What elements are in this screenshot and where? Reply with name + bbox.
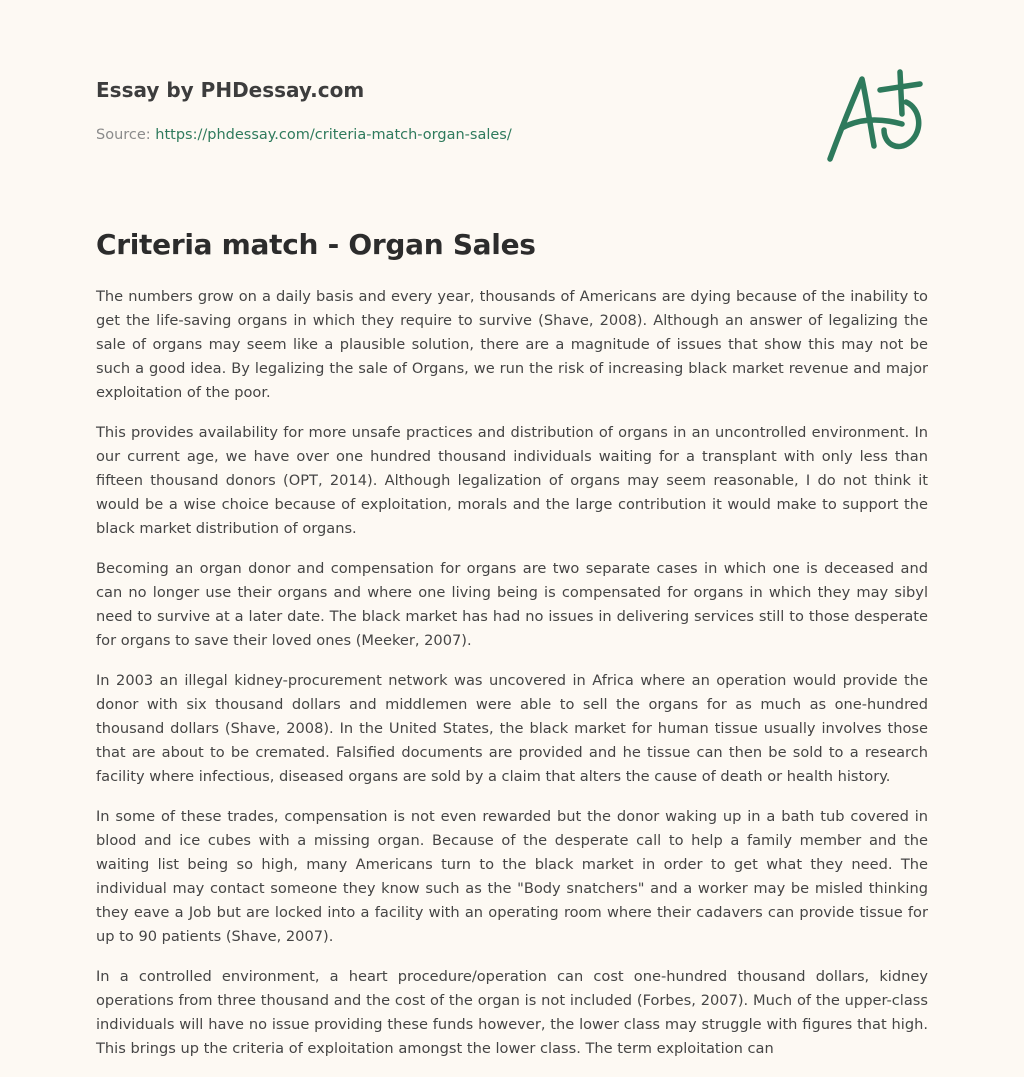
brand-title: Essay by PHDessay.com [96,78,365,102]
paragraph: This provides availability for more unsafe practices and distribution of organs in an uncontrolled environment. In our current age, we have over one hundred thousand individuals waiting for a transplant with only less than fifteen thousand donors (OPT, 2014). Although legalization of organs may seem reasonable, I do not think it would be a wise choice because of exploitation, morals and the large contribution it would make to support the black market distribution of organs. [96,424,928,537]
paragraph: The numbers grow on a daily basis and every year, thousands of Americans are dying because of the inability to get the life-saving organs in which they require to survive (Shave, 2008). Although an answer of legalizing the sale of organs may seem like a plausible solution, there are a magnitude of issues that show this may not be such a good idea. By legalizing the sale of Organs, we run the risk of increasing black market revenue and major exploitation of the poor. [96,288,928,401]
paragraph: In some of these trades, compensation is not even rewarded but the donor waking up in a bath tub covered in blood and ice cubes with a missing organ. Because of the desperate call to help a family member and the waiting list being so high, many Americans turn to the black market in order to get what they need. The individual may contact someone they know such as the "Body snatchers" and a worker may be misled thinking they eave a Job but are locked into a facility with an operating room where their cadavers can provide tissue for up to 90 patients (Shave, 2007). [96,808,928,945]
a-plus-grade-icon [822,66,930,166]
paragraph: In a controlled environment, a heart procedure/operation can cost one-hundred thousand dollars, kidney operations from three thousand and the cost of the organ is not included (Forbes, 2007). Much of the upper-class individuals will have no issue providing these funds however, the lower class may struggle with figures that high. This brings up the criteria of exploitation amongst the lower class. The term exploitation can [96,968,928,1057]
paragraph: In 2003 an illegal kidney-procurement network was uncovered in Africa where an operation would provide the donor with six thousand dollars and middlemen were able to sell the organs for as much as one-hundred thousand dollars (Shave, 2008). In the United States, the black market for human tissue usually involves those that are about to be cremated. Falsified documents are provided and he tissue can then be sold to a research facility where infectious, diseased organs are sold by a claim that alters the cause of death or health history. [96,672,928,785]
essay-title: Criteria match - Organ Sales [96,228,536,261]
source-label: Source: [96,127,156,143]
page-header [96,76,696,145]
essay-body [96,285,928,1077]
paragraph: Becoming an organ donor and compensation for organs are two separate cases in which one is deceased and can no longer use their organs and where one living being is compensated for organs in which they may sibyl need to survive at a later date. The black market has had no issues in delivering services still to those desperate for organs to save their loved ones (Meeker, 2007). [96,560,928,649]
source-link[interactable]: https://phdessay.com/criteria-match-organ-sales/ [155,127,512,143]
source-line [96,125,696,145]
